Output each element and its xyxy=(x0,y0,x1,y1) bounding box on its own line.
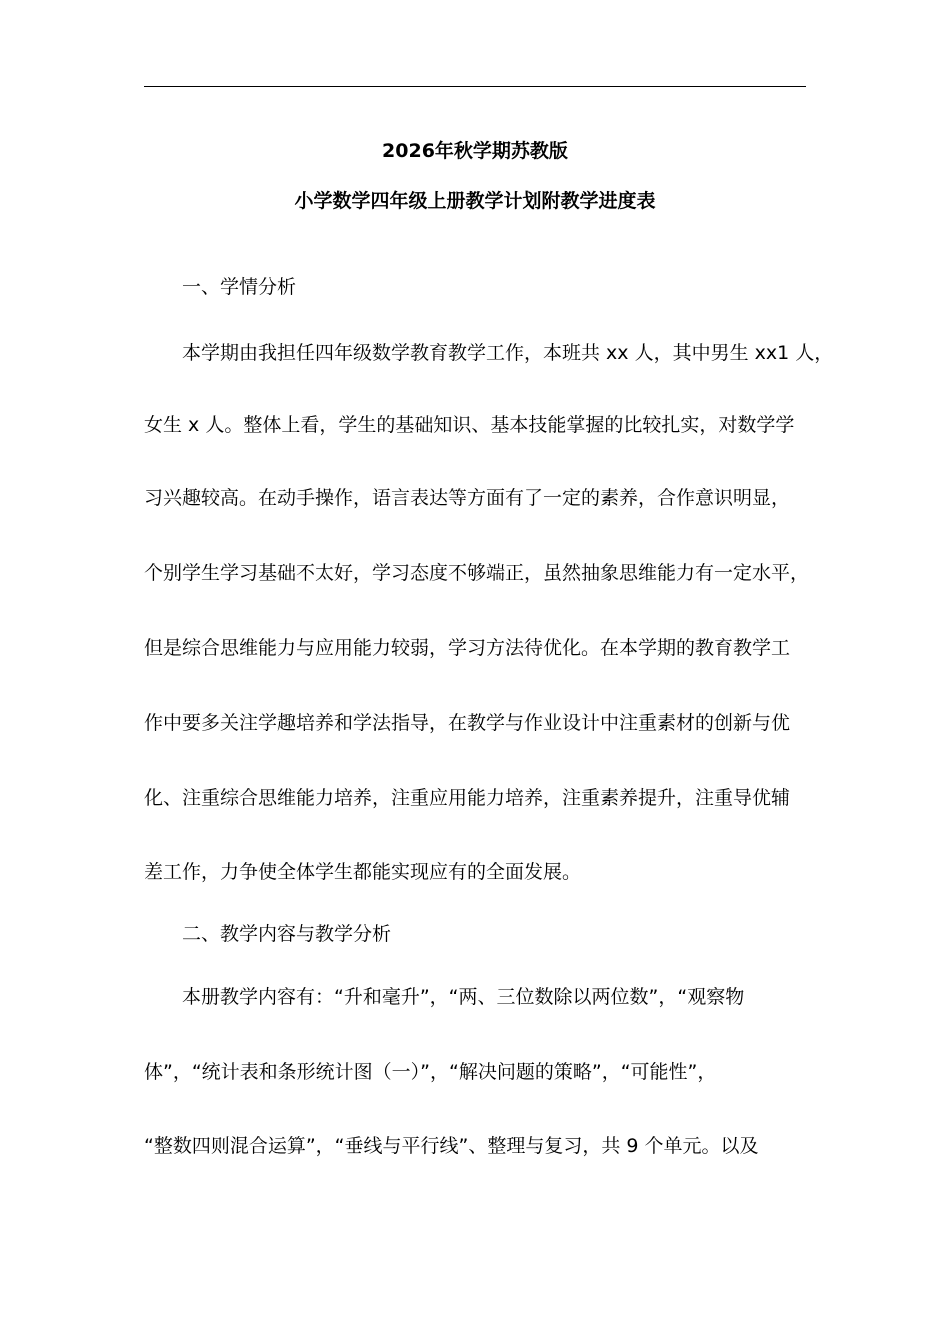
section-1-paragraph-line: 个别学生学习基础不太好，学习态度不够端正，虽然抽象思维能力有一定水平， xyxy=(144,562,810,584)
section-2-paragraph-line: “整数四则混合运算”，“垂线与平行线”、整理与复习，共 9 个单元。以及 xyxy=(144,1135,759,1157)
section-1-paragraph-line: 本学期由我担任四年级数学教育教学工作，本班共 xx 人，其中男生 xx1 人， xyxy=(182,342,834,364)
section-1-paragraph-line: 女生 x 人。整体上看，学生的基础知识、基本技能掌握的比较扎实，对数学学 xyxy=(144,414,795,436)
section-2-paragraph-line: 体”，“统计表和条形统计图（一）”，“解决问题的策略”，“可能性”， xyxy=(144,1061,717,1083)
section-1-paragraph-line: 作中要多关注学趣培养和学法指导，在教学与作业设计中注重素材的创新与优 xyxy=(144,712,791,734)
section-1-paragraph-line: 但是综合思维能力与应用能力较弱，学习方法待优化。在本学期的教育教学工 xyxy=(144,637,791,659)
section-1-heading: 一、学情分析 xyxy=(182,276,297,298)
header-rule xyxy=(144,86,806,87)
section-1-paragraph-line: 差工作，力争使全体学生都能实现应有的全面发展。 xyxy=(144,861,582,883)
section-2-paragraph-line: 本册教学内容有：“升和毫升”，“两、三位数除以两位数”，“观察物 xyxy=(182,986,745,1008)
document-title-line-2: 小学数学四年级上册教学计划附教学进度表 xyxy=(294,190,656,212)
section-1-paragraph-line: 习兴趣较高。在动手操作，语言表达等方面有了一定的素养，合作意识明显， xyxy=(144,487,791,509)
section-1-paragraph-line: 化、注重综合思维能力培养，注重应用能力培养，注重素养提升，注重导优辅 xyxy=(144,787,791,809)
document-title-line-1: 2026年秋学期苏教版 xyxy=(382,140,568,162)
section-2-heading: 二、教学内容与教学分析 xyxy=(182,923,392,945)
